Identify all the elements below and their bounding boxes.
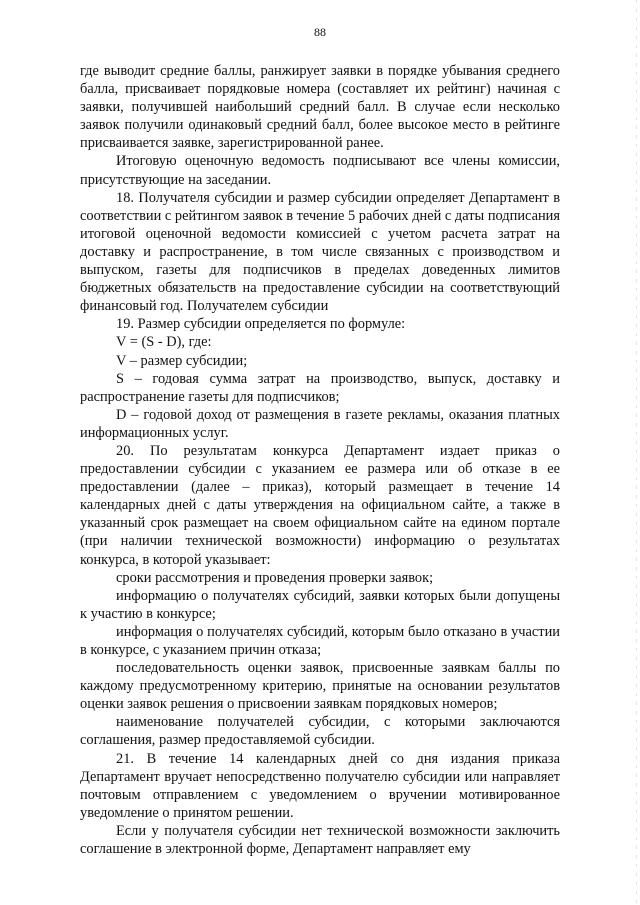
paragraph-formula-v: V – размер субсидии; [116,352,248,369]
list-item-recipients: наименование получателей субсидии, с которыми заключаются соглашения, размер предоставляемой субсидии. [80,714,560,749]
paragraph-signing: Итоговую оценочную ведомость подписывают все члены комиссии, присутствующие на заседании. [80,153,560,188]
paragraph-formula: V = (S - D), где: [116,334,212,351]
paragraph-formula-d: D – годовой доход от размещения в газете рекламы, оказания платных информационных услуг. [80,406,560,441]
list-item-admitted: информацию о получателях субсидий, заявки которых были допущены к участию в конкурсе; [80,587,560,622]
paragraph-item-19: 19. Размер субсидии определяется по формуле: [116,316,406,333]
document-body [80,62,560,858]
list-item-review-terms: сроки рассмотрения и проведения проверки заявок; [116,569,434,586]
paragraph-ranking-continuation: где выводит средние баллы, ранжирует заявки в порядке убывания среднего балла, присваивает порядковые номера (составляет их рейтинг) начиная с заявки, получившей наибольший средний балл. В случае если несколько заявок получили одинаковый средний балл, более высокое место в рейтинге присваивается заявке, зарегистрированной ранее. [80,63,560,152]
paragraph-formula-s: S – годовая сумма затрат на производство, выпуск, доставку и распространение газеты для подписчиков; [80,370,560,405]
paragraph-item-20: 20. По результатам конкурса Департамент издает приказ о предоставлении субсидии с указанием ее размера или об отказе в ее предоставлении (далее – приказ), который размещает в течение 14 календарных дней с даты утверждения на официальном сайте, а также в указанный срок размещает на своем официальном сайте на едином портале (при наличии технической возможности) информацию о результатах конкурса, в которой указывает: [80,442,560,568]
page-number: 88 [314,25,326,39]
paragraph-item-18: 18. Получателя субсидии и размер субсидии определяет Департамент в соответствии с рейтингом заявок в течение 5 рабочих дней с даты подписания итоговой оценочной ведомости комиссией с учетом расчета затрат на доставку и распространение, в том числе связанных с производством и выпуском, газеты для подписчиков в пределах доведенных лимитов бюджетных обязательств на предоставление субсидии на соответствующий финансовый год. Получателем субсидии [80,189,560,315]
paragraph-electronic-agreement: Если у получателя субсидии нет технической возможности заключить соглашение в электронной форме, Департамент направляет ему [80,822,560,858]
paragraph-item-21: 21. В течение 14 календарных дней со дня издания приказа Департамент вручает непосредственно получателю субсидии или направляет почтовым отправлением с уведомлением о вручении мотивированное уведомление о принятом решении. [80,750,560,821]
scan-edge-line [636,0,637,905]
list-item-evaluation-order: последовательность оценки заявок, присвоенные заявкам баллы по каждому предусмотренному критерию, принятые на основании результатов оценки заявок решения о присвоении заявкам порядковых номеров; [80,660,560,713]
list-item-rejected: информация о получателях субсидий, которым было отказано в участии в конкурсе, с указанием причин отказа; [80,623,560,658]
